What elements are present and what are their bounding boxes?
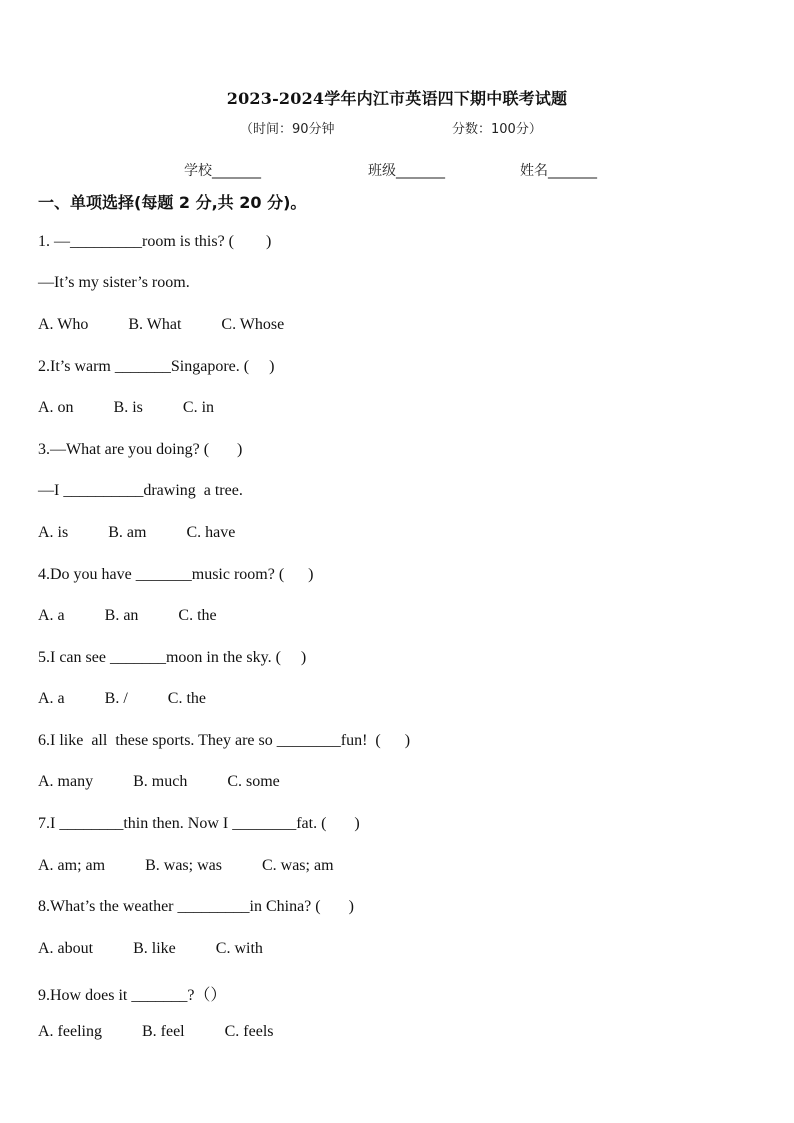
answer-options: A. many B. much C. some [38,773,280,790]
question-line: 6.I like all these sports. They are so ________fun! ( ) [38,732,411,749]
question-line: 3.—What are you doing? ( ) [38,441,243,458]
answer-options: A. am; am B. was; was C. was; am [38,857,334,874]
answer-options: A. about B. like C. with [38,940,263,957]
question-line: —It’s my sister’s room. [38,274,190,291]
question-line: 4.Do you have _______music room? ( ) [38,566,314,583]
school-field: 学校_______ [184,163,261,179]
answer-options: A. on B. is C. in [38,399,215,416]
class-field: 班级_______ [368,163,445,179]
question-line: 7.I ________thin then. Now I ________fat. ( ) [38,815,360,832]
exam-time: （时间：90分钟 [240,122,335,137]
exam-title: 2023-2024学年内江市英语四下期中联考试题 [226,89,568,108]
question-line: —I __________drawing a tree. [38,482,243,499]
question-line: 1. —_________room is this? ( ) [38,233,272,250]
exam-score: 分数：100分） [452,122,542,137]
answer-options: A. is B. am C. have [38,524,236,541]
question-line: 8.What’s the weather _________in China? ( ) [38,898,354,915]
answer-options: A. feeling B. feel C. feels [38,1023,274,1040]
section-heading: 一、单项选择(每题 2 分,共 20 分)。 [38,193,307,212]
name-field: 姓名_______ [520,163,597,179]
answer-options: A. a B. / C. the [38,690,206,707]
answer-options: A. Who B. What C. Whose [38,316,285,333]
answer-options: A. a B. an C. the [38,607,217,624]
question-line: 9.How does it _______?（） [38,987,227,1004]
question-line: 5.I can see _______moon in the sky. ( ) [38,649,307,666]
question-line: 2.It’s warm _______Singapore. ( ) [38,358,275,375]
